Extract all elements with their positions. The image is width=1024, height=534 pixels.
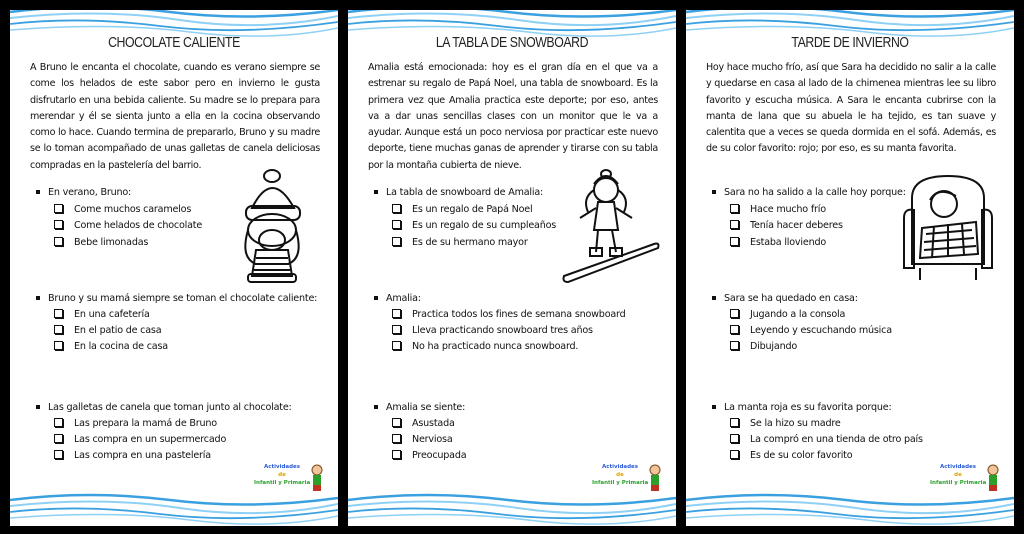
option-label: En el patio de casa <box>74 325 162 336</box>
question <box>712 187 906 198</box>
wave-decoration <box>348 490 676 526</box>
option-label: Las compra en un supermercado <box>74 434 227 445</box>
answer-option[interactable] <box>730 341 797 352</box>
question <box>36 293 317 304</box>
checkbox-icon[interactable] <box>392 309 401 318</box>
story-paragraph: A Bruno le encanta el chocolate, cuando es verano siempre se come los helados de este sabor pero en invierno le gusta disfrutarlo en una bebida caliente. Su madre se lo prepara para merendar y él se sienta junto a ella en la cocina observando como lo hace. Cuando termina de prepararlo, Bruno y su madre se lo toman acompañado de unas galletas de canela deliciosas compradas en la pastelería del barrio. <box>30 62 320 171</box>
answer-option[interactable] <box>730 434 923 445</box>
question-text: Amalia: <box>386 293 421 304</box>
checkbox-icon[interactable] <box>730 434 739 443</box>
wave-decoration <box>10 490 338 526</box>
logo <box>592 464 662 494</box>
question <box>36 402 292 413</box>
answer-option[interactable] <box>730 325 892 336</box>
checkbox-icon[interactable] <box>730 418 739 427</box>
option-label: Come helados de chocolate <box>74 220 203 231</box>
bullet-icon <box>712 190 716 194</box>
bullet-icon <box>712 405 716 409</box>
option-label: No ha practicado nunca snowboard. <box>412 341 579 352</box>
option-label: Tenía hacer deberes <box>750 220 843 231</box>
page-title: LA TABLA DE SNOWBOARD <box>435 34 589 51</box>
answer-option[interactable] <box>730 418 841 429</box>
option-label: Practica todos los fines de semana snowboard <box>412 309 626 320</box>
question-text: La manta roja es su favorita porque: <box>724 402 892 413</box>
checkbox-icon[interactable] <box>730 341 739 350</box>
answer-option[interactable] <box>392 434 453 445</box>
question-text: Sara se ha quedado en casa: <box>724 293 858 304</box>
girl-on-snowboard-illustration <box>560 168 660 286</box>
checkbox-icon[interactable] <box>392 450 401 459</box>
checkbox-icon[interactable] <box>54 237 63 246</box>
checkbox-icon[interactable] <box>54 204 63 213</box>
checkbox-icon[interactable] <box>54 309 63 318</box>
checkbox-icon[interactable] <box>730 325 739 334</box>
checkbox-icon[interactable] <box>392 325 401 334</box>
logo-kid-icon <box>310 464 324 492</box>
logo-kid-icon <box>986 464 1000 492</box>
logo-line-2: de <box>616 472 624 478</box>
answer-option[interactable] <box>392 220 556 231</box>
option-label: En la cocina de casa <box>74 341 168 352</box>
girl-in-armchair-with-blanket-illustration <box>898 168 998 286</box>
option-label: La compró en una tienda de otro país <box>750 434 923 445</box>
answer-option[interactable] <box>730 204 826 215</box>
answer-option[interactable] <box>54 341 168 352</box>
option-label: Estaba lloviendo <box>750 237 827 248</box>
page-title: TARDE DE INVIERNO <box>791 34 909 51</box>
checkbox-icon[interactable] <box>54 418 63 427</box>
answer-option[interactable] <box>392 341 578 352</box>
option-label: Bebe limonadas <box>74 237 149 248</box>
answer-option[interactable] <box>392 309 626 320</box>
option-label: Es de su hermano mayor <box>412 237 528 248</box>
worksheet-page <box>348 10 676 526</box>
question <box>374 402 465 413</box>
option-label: Hace mucho frío <box>750 204 826 215</box>
option-label: Preocupada <box>412 450 467 461</box>
checkbox-icon[interactable] <box>392 204 401 213</box>
question <box>374 187 543 198</box>
answer-option[interactable] <box>54 325 161 336</box>
answer-option[interactable] <box>392 204 532 215</box>
option-label: En una cafetería <box>74 309 150 320</box>
option-label: Dibujando <box>750 341 798 352</box>
bullet-icon <box>374 296 378 300</box>
checkbox-icon[interactable] <box>392 237 401 246</box>
story-paragraph: Amalia está emocionada: hoy es el gran día en el que va a estrenar su regalo de Papá Noel, una tabla de snowboard. Es la primera vez que Amalia practica este deporte; por eso, antes va a dar unas sencillas clases con un monitor que le va a ayudar. Aunque está un poco nerviosa por practicar este nuevo deporte, tiene muchas ganas de aprender y tirarse con su tabla por la montaña cubierta de nieve. <box>368 62 658 171</box>
checkbox-icon[interactable] <box>730 309 739 318</box>
checkbox-icon[interactable] <box>54 341 63 350</box>
question-text: La tabla de snowboard de Amalia: <box>386 187 544 198</box>
question-text: Bruno y su mamá siempre se toman el chocolate caliente: <box>48 293 318 304</box>
bullet-icon <box>36 296 40 300</box>
option-label: Come muchos caramelos <box>74 204 192 215</box>
checkbox-icon[interactable] <box>54 325 63 334</box>
question-text: Las galletas de canela que toman junto al chocolate: <box>48 402 292 413</box>
option-label: Jugando a la consola <box>750 309 846 320</box>
question-text: En verano, Bruno: <box>48 187 132 198</box>
checkbox-icon[interactable] <box>392 220 401 229</box>
checkbox-icon[interactable] <box>730 450 739 459</box>
option-label: Es un regalo de su cumpleaños <box>412 220 557 231</box>
logo-line-2: de <box>278 472 286 478</box>
answer-option[interactable] <box>54 204 191 215</box>
logo-line-1: Actividades <box>601 464 639 470</box>
answer-option[interactable] <box>392 325 593 336</box>
logo-line-3: Infantil y Primaria <box>930 480 987 486</box>
answer-option[interactable] <box>54 309 150 320</box>
bullet-icon <box>36 405 40 409</box>
bullet-icon <box>712 296 716 300</box>
question <box>712 402 892 413</box>
logo <box>254 464 324 494</box>
checkbox-icon[interactable] <box>54 450 63 459</box>
question-text: Amalia se siente: <box>386 402 466 413</box>
option-label: Asustada <box>412 418 455 429</box>
child-with-hot-chocolate-illustration <box>222 168 322 286</box>
bullet-icon <box>374 190 378 194</box>
answer-option[interactable] <box>392 450 466 461</box>
option-label: Es un regalo de Papá Noel <box>412 204 533 215</box>
answer-option[interactable] <box>54 237 148 248</box>
checkbox-icon[interactable] <box>392 418 401 427</box>
answer-option[interactable] <box>54 434 226 445</box>
logo-line-1: Actividades <box>939 464 977 470</box>
bullet-icon <box>374 405 378 409</box>
logo <box>930 464 1000 494</box>
page-title: CHOCOLATE CALIENTE <box>108 34 240 51</box>
option-label: Es de su color favorito <box>750 450 853 461</box>
option-label: Lleva practicando snowboard tres años <box>412 325 593 336</box>
answer-option[interactable] <box>54 450 211 461</box>
option-label: Leyendo y escuchando música <box>750 325 892 336</box>
option-label: Las prepara la mamá de Bruno <box>74 418 217 429</box>
checkbox-icon[interactable] <box>730 204 739 213</box>
answer-option[interactable] <box>730 309 845 320</box>
option-label: Nerviosa <box>412 434 453 445</box>
wave-decoration <box>686 490 1014 526</box>
question <box>36 187 131 198</box>
question <box>374 293 421 304</box>
question-text: Sara no ha salido a la calle hoy porque: <box>724 187 906 198</box>
worksheet-page <box>10 10 338 526</box>
question <box>712 293 858 304</box>
story-paragraph: Hoy hace mucho frío, así que Sara ha decidido no salir a la calle y quedarse en casa al lado de la chimenea mientras lee su libro favorito y escucha música. A Sara le encanta cubrirse con la manta de lana que su abuela le ha tejido, es tan suave y calentita que a veces se queda dormida en el sofá. Además, es de su color favorito: rojo; por eso, es su manta favorita. <box>706 62 996 155</box>
worksheet-page <box>686 10 1014 526</box>
checkbox-icon[interactable] <box>730 237 739 246</box>
answer-option[interactable] <box>730 220 843 231</box>
checkbox-icon[interactable] <box>392 434 401 443</box>
logo-kid-icon <box>648 464 662 492</box>
answer-option[interactable] <box>54 418 217 429</box>
answer-option[interactable] <box>392 418 455 429</box>
answer-option[interactable] <box>54 220 202 231</box>
option-label: Las compra en una pastelería <box>74 450 211 461</box>
answer-option[interactable] <box>730 450 852 461</box>
logo-line-3: Infantil y Primaria <box>592 480 649 486</box>
checkbox-icon[interactable] <box>54 434 63 443</box>
logo-line-3: Infantil y Primaria <box>254 480 311 486</box>
bullet-icon <box>36 190 40 194</box>
answer-option[interactable] <box>730 237 826 248</box>
logo-line-2: de <box>954 472 962 478</box>
checkbox-icon[interactable] <box>392 341 401 350</box>
option-label: Se la hizo su madre <box>750 418 841 429</box>
checkbox-icon[interactable] <box>730 220 739 229</box>
answer-option[interactable] <box>392 237 528 248</box>
checkbox-icon[interactable] <box>54 220 63 229</box>
logo-line-1: Actividades <box>263 464 301 470</box>
